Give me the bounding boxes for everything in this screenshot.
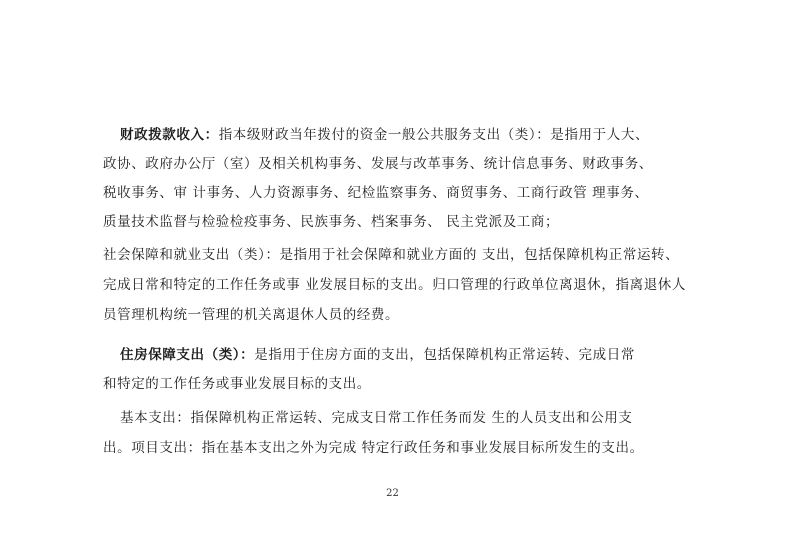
p4-line-2: 出。项目支出：指在基本支出之外为完成 特定行政任务和事业发展目标所发生的支出。 [103, 440, 644, 456]
p3-line-1 [120, 345, 635, 365]
p3-line-2: 和特定的工作任务或事业发展目标的支出。 [103, 376, 371, 392]
p2-line-3: 员管理机构统一管理的机关离退休人员的经费。 [103, 307, 400, 323]
p1-line-1 [120, 125, 649, 145]
p1-line-4: 质量技术监督与检验检疫事务、民族事务、档案事务、 民主党派及工商； [103, 214, 560, 230]
p2-line-1: 社会保障和就业支出（类）：是指用于社会保障和就业方面的 支出，包括保障机构正常运转、 [103, 247, 680, 263]
p4-line-1: 基本支出：指保障机构正常运转、完成支日常工作任务而发 生的人员支出和公用支 [120, 410, 633, 426]
p1-line-3: 税收事务、审 计事务、人力资源事务、纪检监察事务、商贸事务、工商行政管 理事务、 [103, 185, 649, 201]
p1-line-2: 政协、政府办公厅（室）及相关机构事务、发展与改革事务、统计信息事务、财政事务、 [103, 156, 653, 172]
p1-term: 财政拨款收入： [120, 127, 219, 143]
p2-line-2: 完成日常和特定的工作任务或事 业发展目标的支出。归口管理的行政单位离退休，指离退休人 [103, 277, 686, 293]
p1-line-1-text: 指本级财政当年拨付的资金一般公共服务支出（类）：是指用于人大、 [218, 127, 650, 143]
p3-term: 住房保障支出（类）： [120, 347, 255, 363]
page-number: 22 [386, 488, 399, 499]
p3-line-1-text: 是指用于住房方面的支出，包括保障机构正常运转、完成日常 [254, 347, 635, 363]
